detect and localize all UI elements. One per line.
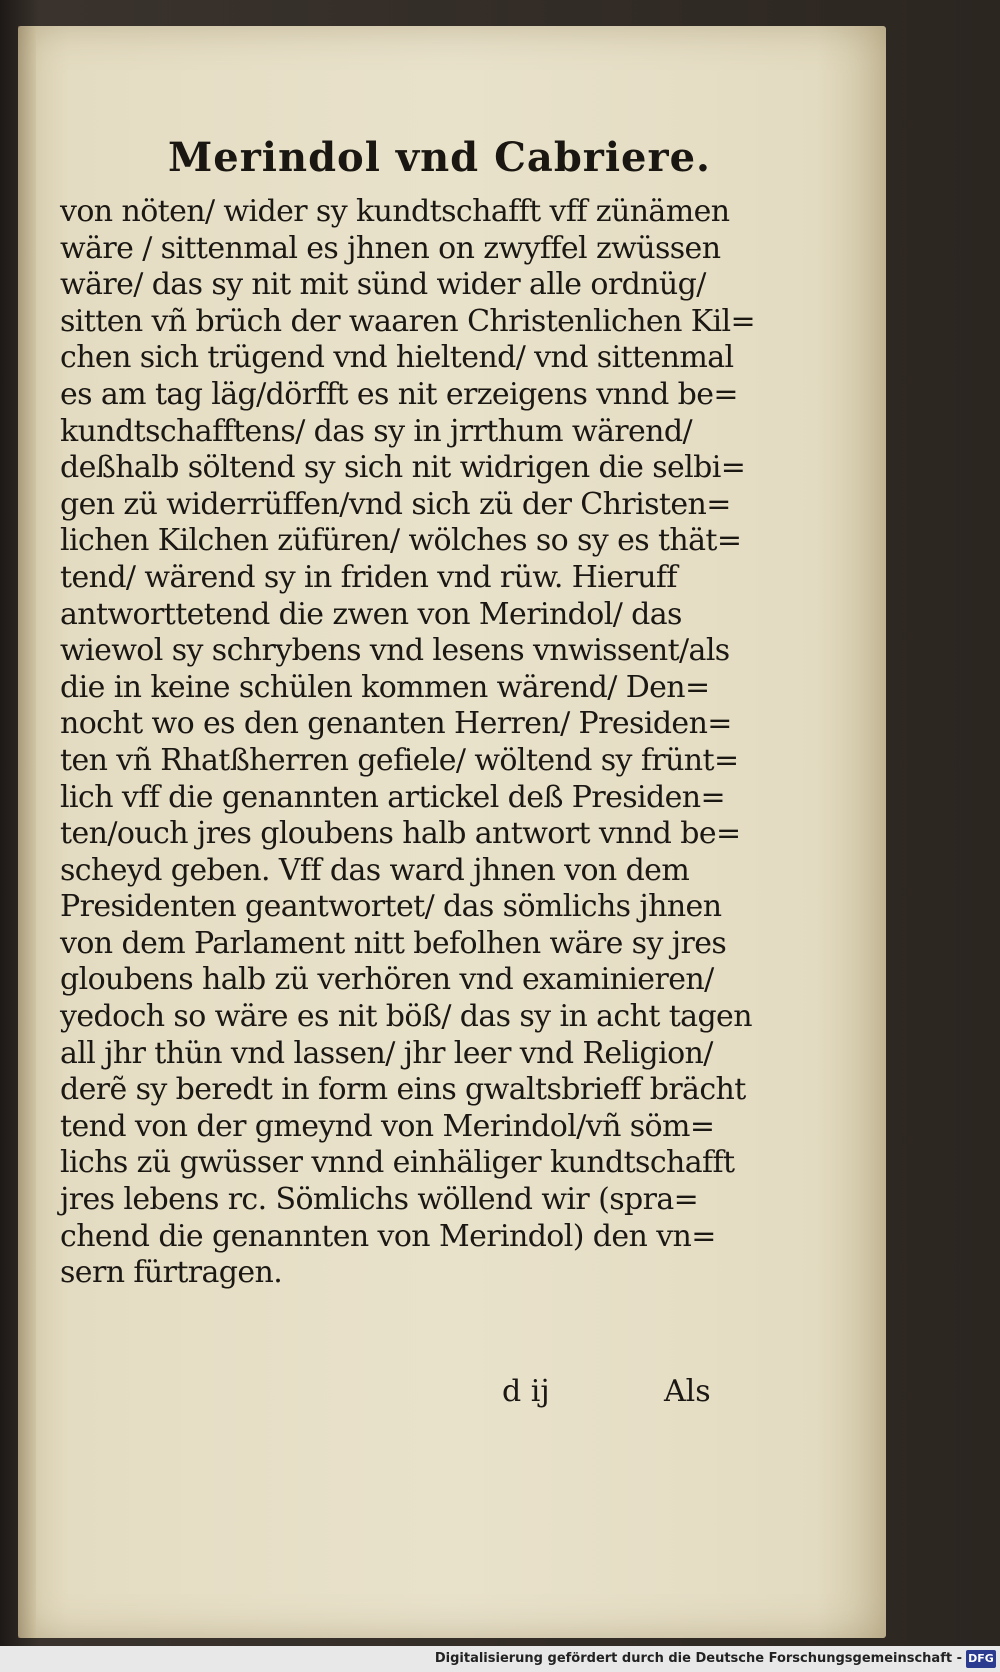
text-line: von dem Parlament nitt befolhen wäre sy jres bbox=[60, 925, 727, 961]
text-line: lichs zü gwüsser vnnd einhäliger kundtschafft bbox=[60, 1145, 735, 1181]
text-line: gloubens halb zü verhören vnd examinieren/ bbox=[60, 962, 714, 998]
text-line: antworttetend die zwen von Merindol/ das bbox=[60, 596, 682, 632]
text-line: all jhr thün vnd lassen/ jhr leer vnd Religion/ bbox=[60, 1035, 713, 1071]
text-line: wiewol sy schrybens vnd lesens vnwissent/als bbox=[60, 633, 730, 669]
text-line: jres lebens rc. Sömlichs wöllend wir (spra= bbox=[60, 1182, 699, 1218]
text-line: wäre / sittenmal es jhnen on zwyffel zwüssen bbox=[60, 230, 721, 266]
text-line: die in keine schülen kommen wärend/ Den= bbox=[60, 669, 710, 705]
text-line: lichen Kilchen züfüren/ wölches so sy es thät= bbox=[60, 523, 742, 559]
catchword: Als bbox=[664, 1374, 711, 1409]
book-page bbox=[18, 26, 886, 1638]
text-line: sitten vñ brüch der waaren Christenlichen Kil= bbox=[60, 303, 756, 339]
text-line: tend/ wärend sy in friden vnd rüw. Hieruff bbox=[60, 559, 677, 595]
text-line: chen sich trügend vnd hieltend/ vnd sittenmal bbox=[60, 340, 734, 376]
dfg-logo-icon: DFG bbox=[966, 1650, 996, 1668]
text-line: scheyd geben. Vff das ward jhnen von dem bbox=[60, 852, 690, 888]
text-line: yedoch so wäre es nit böß/ das sy in acht tagen bbox=[60, 999, 752, 1035]
text-line: wäre/ das sy nit mit sünd wider alle ordnüg/ bbox=[60, 267, 706, 303]
funding-credit: Digitalisierung gefördert durch die Deutsche Forschungsgemeinschaft - bbox=[434, 1651, 962, 1666]
text-line: kundtschafftens/ das sy in jrrthum wärend/ bbox=[60, 413, 692, 449]
text-line: lich vff die genannten artickel deß Presiden= bbox=[60, 779, 726, 815]
text-line: derẽ sy beredt in form eins gwaltsbrieff brächt bbox=[60, 1072, 746, 1108]
text-line: ten vñ Rhatßherren gefiele/ wöltend sy frünt= bbox=[60, 742, 739, 778]
running-head: Merindol vnd Cabriere. bbox=[168, 134, 711, 181]
text-line: tend von der gmeynd von Merindol/vñ söm= bbox=[60, 1108, 715, 1144]
text-line: ten/ouch jres gloubens halb antwort vnnd be= bbox=[60, 816, 741, 852]
body-text bbox=[60, 194, 760, 1292]
text-line: es am tag läg/dörfft es nit erzeigens vnnd be= bbox=[60, 376, 738, 412]
text-line: sern fürtragen. bbox=[60, 1255, 283, 1291]
text-line: von nöten/ wider sy kundtschafft vff zünämen bbox=[60, 194, 730, 229]
text-line: deßhalb söltend sy sich nit widrigen die selbi= bbox=[60, 450, 746, 486]
text-line: gen zü widerrüffen/vnd sich zü der Christen= bbox=[60, 486, 731, 522]
page-footer bbox=[18, 1374, 886, 1414]
text-line: nocht wo es den genanten Herren/ Presiden= bbox=[60, 706, 732, 742]
signature-mark: d ij bbox=[502, 1374, 550, 1409]
text-line: chend die genannten von Merindol) den vn= bbox=[60, 1218, 716, 1254]
credit-bar bbox=[0, 1646, 1000, 1672]
text-line: Presidenten geantwortet/ das sömlichs jhnen bbox=[60, 889, 722, 925]
